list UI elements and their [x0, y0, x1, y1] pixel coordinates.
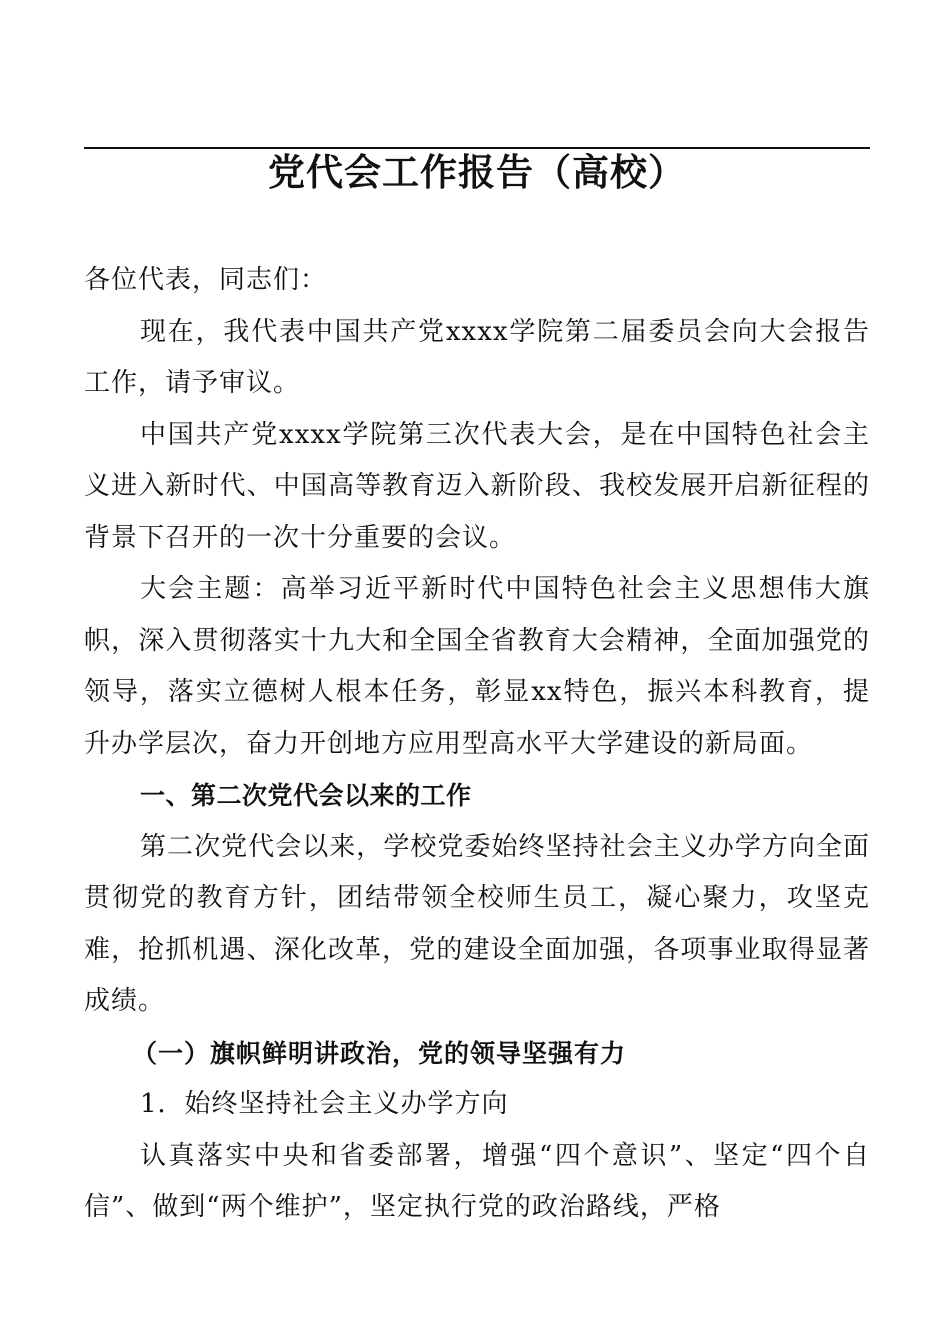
paragraph-congress-background: 中国共产党xxxx学院第三次代表大会，是在中国特色社会主义进入新时代、中国高等教育迈入新阶段、我校发展开启新征程的背景下召开的一次十分重要的会议。 — [84, 419, 870, 553]
paragraph-report-intro: 现在，我代表中国共产党xxxx学院第二届委员会向大会报告工作，请予审议。 — [84, 316, 870, 398]
paragraph-congress-theme: 大会主题：高举习近平新时代中国特色社会主义思想伟大旗帜，深入贯彻落实十九大和全国全省教育大会精神，全面加强党的领导，落实立德树人根本任务，彰显xx特色，振兴本科教育，提升办学层次，奋力开创地方应用型高水平大学建设的新局面。 — [84, 574, 870, 759]
document-body — [84, 255, 870, 1234]
item-heading: 1．始终坚持社会主义办学方向 — [140, 1089, 509, 1119]
header-rule — [84, 147, 870, 149]
subsection-heading: （一）旗帜鲜明讲政治，党的领导坚强有力 — [132, 1038, 627, 1068]
section-heading: 一、第二次党代会以来的工作 — [140, 781, 472, 810]
paragraph-work-summary: 第二次党代会以来，学校党委始终坚持社会主义办学方向全面贯彻党的教育方针，团结带领全校师生员工，凝心聚力，攻坚克难，抢抓机遇、深化改革，党的建设全面加强，各项事业取得显著成绩。 — [84, 831, 870, 1016]
paragraph-political-line: 认真落实中央和省委部署，增强“四个意识”、坚定“四个自信”、做到“两个维护”，坚定执行党的政治路线，严格 — [84, 1140, 870, 1222]
document-title: 党代会工作报告（高校） — [268, 151, 686, 194]
salutation: 各位代表，同志们： — [84, 265, 328, 295]
